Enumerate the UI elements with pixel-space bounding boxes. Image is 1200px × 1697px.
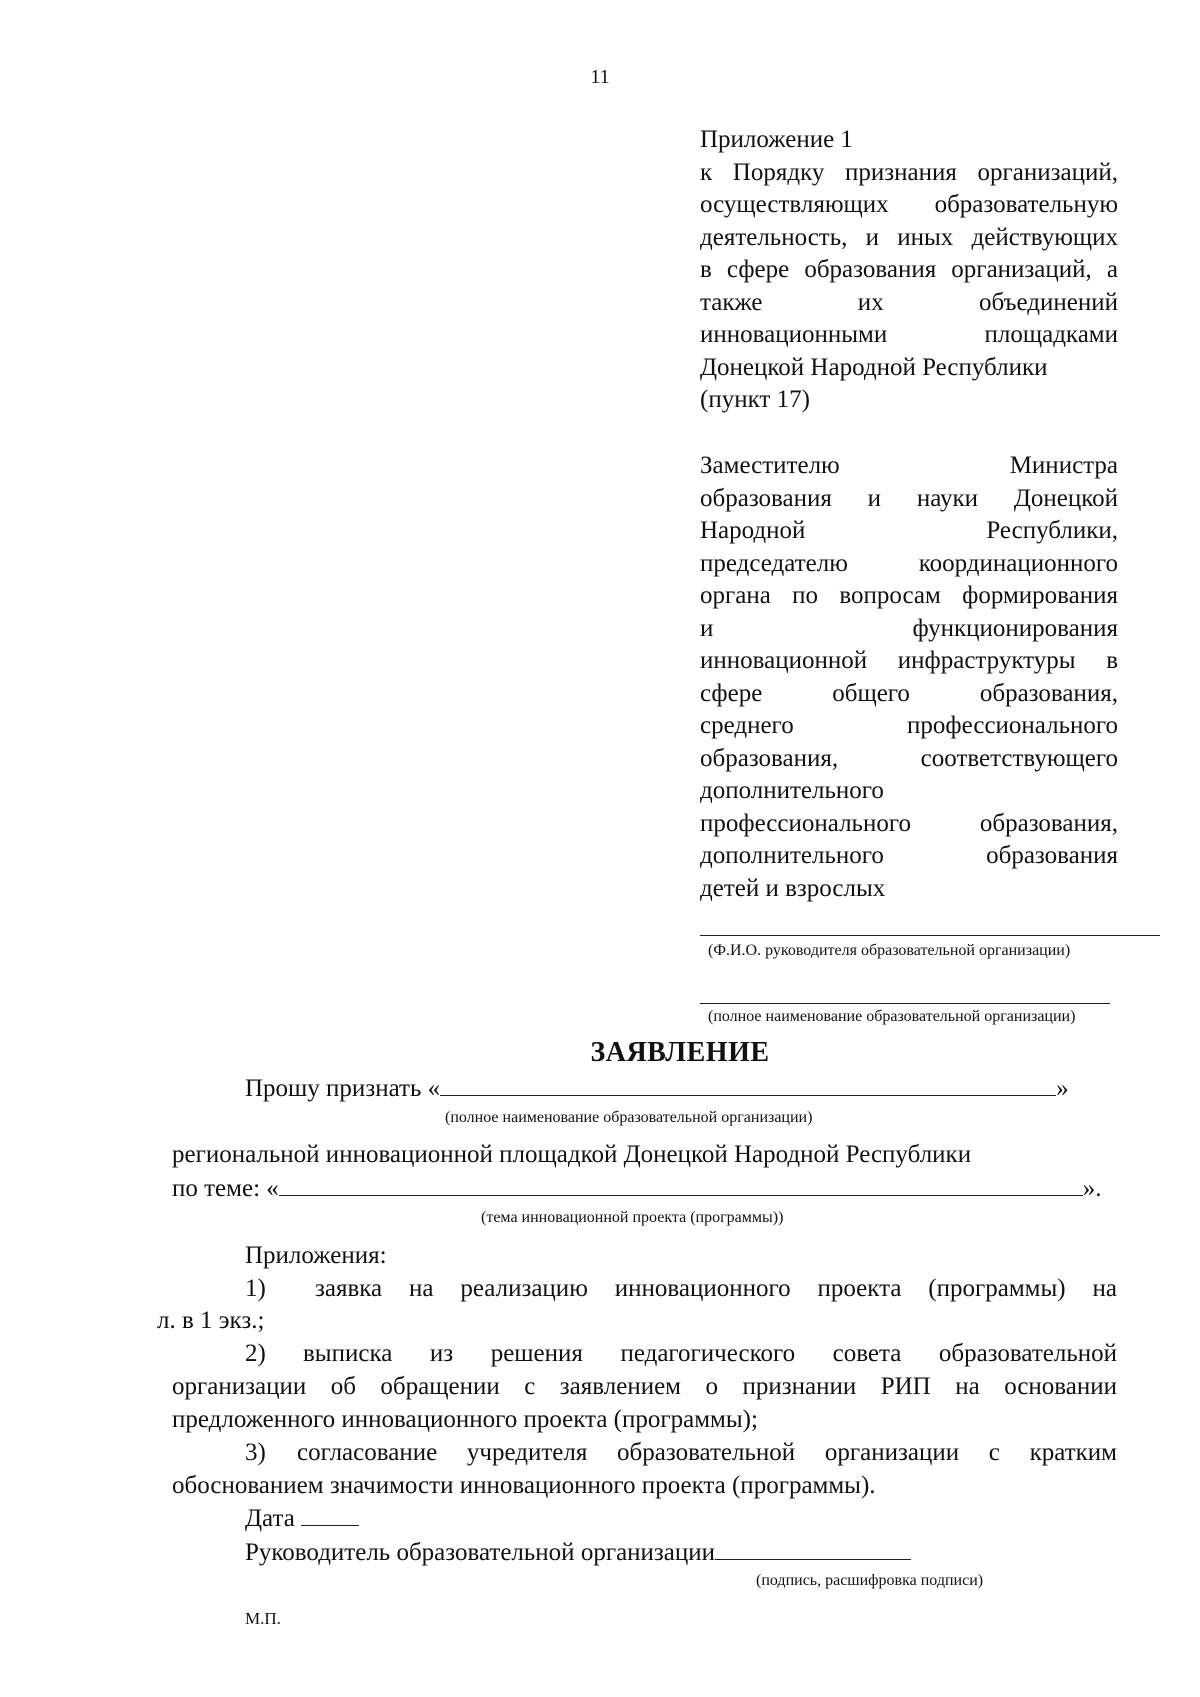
addressee-line: Народной Республики, (700, 517, 1118, 544)
attachment-text: согласование учредителя образовательной организации с кратким (297, 1439, 1117, 1466)
attachment-item-2 (245, 1338, 1117, 1370)
attachment-number: 3) (245, 1439, 266, 1466)
appendix-line: Донецкой Народной Республики (700, 353, 1048, 381)
org-name-caption: (полное наименование образовательной организации) (708, 1008, 1076, 1025)
date-fill-line (301, 1503, 359, 1526)
addressee-line: инновационной инфраструктуры в (700, 647, 1118, 674)
topic-fill-line (279, 1173, 1083, 1196)
org-name-fill-line (440, 1073, 1056, 1096)
org-name-blank-line (700, 1003, 1110, 1004)
appendix-reference (700, 124, 1118, 417)
addressee-line: дополнительного (700, 777, 884, 804)
head-label: Руководитель образовательной организации (245, 1539, 716, 1566)
addressee-line: образования и науки Донецкой (700, 484, 1118, 512)
fio-blank-line (700, 935, 1160, 936)
request-line (245, 1073, 1069, 1105)
appendix-line: также их объединений (700, 288, 1118, 316)
addressee-line: детей и взрослых (700, 874, 886, 902)
appendix-line: к Порядку признания организаций, (700, 158, 1118, 186)
attachment-item-1 (245, 1273, 1117, 1305)
appendix-line: осуществляющих образовательную (700, 191, 1118, 218)
addressee-line: органа по вопросам формирования (700, 582, 1118, 609)
fio-caption: (Ф.И.О. руководителя образовательной организации) (708, 942, 1071, 959)
attachment-number: 1) (245, 1275, 266, 1302)
request-caption: (полное наименование образовательной организации) (445, 1109, 813, 1126)
addressee-line: и функционирования (700, 614, 1118, 642)
signature-fill-line (715, 1537, 911, 1560)
topic-caption: (тема инновационной проекта (программы)) (481, 1209, 784, 1226)
date-label: Дата (245, 1505, 295, 1532)
topic-line (172, 1173, 1102, 1205)
head-signature-line (245, 1537, 911, 1569)
topic-suffix: ». (1082, 1175, 1102, 1202)
request-line-2: региональной инновационной площадкой Донецкой Народной Республики (172, 1141, 972, 1168)
appendix-line: деятельность, и иных действующих (700, 223, 1118, 251)
addressee-line: председателю координационного (700, 549, 1118, 577)
appendix-line: (пункт 17) (700, 386, 810, 413)
attachment-item-3-line2: обоснованием значимости инновационного проекта (программы). (172, 1472, 876, 1499)
attachment-text: выписка из решения педагогического совета образовательной (303, 1340, 1117, 1367)
stamp-placeholder: М.П. (245, 1609, 281, 1628)
request-prefix: Прошу признать « (245, 1075, 441, 1102)
appendix-line: в сфере образования организаций, а (700, 256, 1118, 283)
topic-prefix: по теме: « (172, 1175, 279, 1202)
date-line (245, 1503, 359, 1535)
attachment-item-1-cont: л. в 1 экз.; (157, 1307, 265, 1334)
addressee-line: образования, соответствующего (700, 744, 1118, 772)
attachment-item-3 (245, 1437, 1117, 1469)
appendix-line: инновационными площадками (700, 321, 1118, 348)
attachment-item-2-line3: предложенного инновационного проекта (программы); (172, 1406, 758, 1433)
request-suffix: » (1056, 1075, 1069, 1102)
addressee-line: профессионального образования, (700, 809, 1118, 837)
appendix-line: Приложение 1 (700, 126, 853, 153)
addressee-block (700, 450, 1118, 905)
addressee-line: Заместителю Министра (700, 452, 1118, 479)
signature-caption: (подпись, расшифровка подписи) (756, 1572, 984, 1589)
attachment-number: 2) (245, 1340, 266, 1367)
attachment-text: заявка на реализацию инновационного проекта (программы) на (315, 1275, 1117, 1302)
addressee-line: сфере общего образования, (700, 679, 1118, 707)
document-title: ЗАЯВЛЕНИЕ (590, 1037, 770, 1068)
addressee-line: дополнительного образования (700, 842, 1118, 869)
page-number: 11 (590, 66, 610, 88)
attachment-item-2-line2: организации об обращении с заявлением о признании РИП на основании (172, 1373, 1117, 1400)
attachments-heading: Приложения: (245, 1242, 387, 1269)
addressee-line: среднего профессионального (700, 712, 1118, 739)
